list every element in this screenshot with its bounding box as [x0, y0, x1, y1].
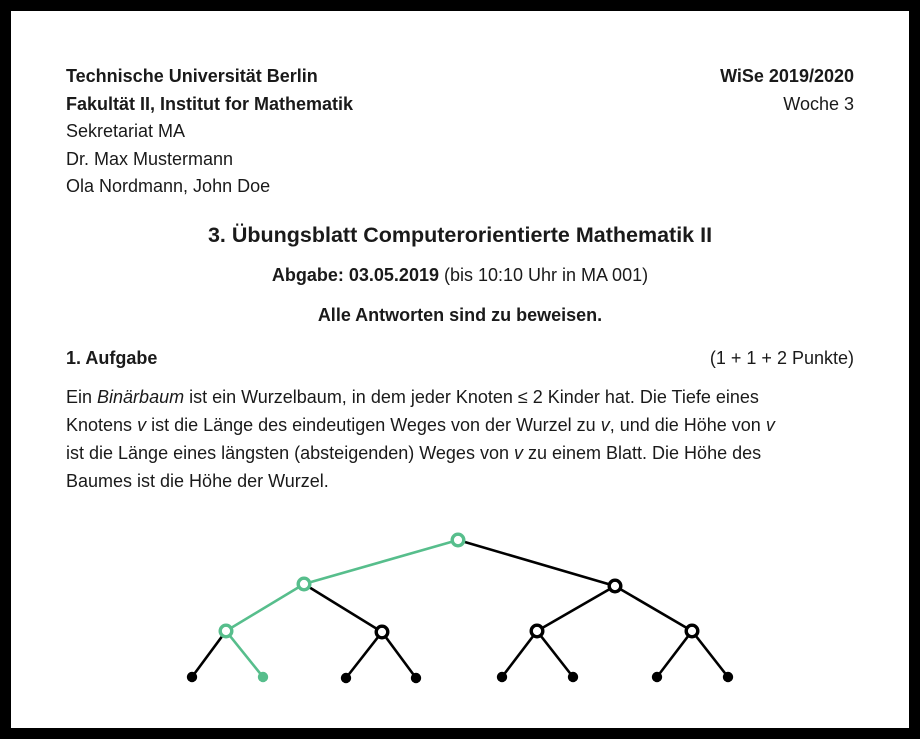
paragraph-text: Knotens — [66, 414, 138, 435]
deadline-date: Abgabe: 03.05.2019 — [271, 264, 439, 285]
tree-node-rl — [531, 626, 543, 638]
notice-line: Alle Antworten sind zu beweisen. — [317, 304, 603, 325]
document-content — [11, 11, 909, 693]
italic-term: v — [600, 414, 610, 435]
tree-edge-ll-leaf2 — [226, 631, 263, 677]
paragraph-text: ist die Länge eines längsten (absteigenden) Weges von — [66, 442, 514, 463]
tree-edge-r-rl — [537, 586, 615, 631]
tree-node-leaf5 — [497, 672, 507, 682]
header-line: Ola Nordmann, John Doe — [66, 176, 271, 196]
tree-node-r — [609, 581, 621, 593]
header-line: Sekretariat MA — [66, 121, 186, 141]
tree-node-leaf4 — [411, 673, 421, 683]
tree-edge-l-ll — [226, 584, 304, 631]
deadline-details: (bis 10:10 Uhr in MA 001) — [438, 264, 649, 285]
tree-edge-root-r — [458, 540, 615, 586]
tree-edge-root-l — [304, 540, 458, 584]
header-line: Fakultät II, Institut for Mathematik — [66, 93, 354, 114]
italic-term: Binärbaum — [97, 386, 185, 407]
tree-edge-rr-leaf7 — [657, 631, 692, 677]
italic-term: v — [513, 442, 523, 463]
tree-node-leaf3 — [341, 673, 351, 683]
sheet-title: 3. Übungsblatt Computerorientierte Mathematik II — [207, 222, 713, 247]
task-row — [66, 345, 854, 371]
document-header — [66, 63, 854, 201]
tree-edge-rl-leaf5 — [502, 631, 537, 677]
paragraph-text: zu einem Blatt. Die Höhe des — [522, 442, 762, 463]
tree-edge-l-lr — [304, 584, 382, 632]
tree-edge-lr-leaf4 — [382, 632, 416, 678]
tree-node-lr — [376, 627, 388, 639]
binary-tree-svg — [170, 521, 770, 693]
header-line: Technische Universität Berlin — [66, 66, 318, 86]
paragraph-text: ist ein Wurzelbaum, in dem jeder Knoten ≤ 2 Kinder hat. Die Tiefe eines — [184, 386, 759, 407]
tree-node-rr — [686, 626, 698, 638]
tree-node-leaf8 — [723, 672, 733, 682]
tree-node-leaf6 — [568, 672, 578, 682]
tree-edge-ll-leaf1 — [192, 631, 226, 677]
tree-edge-r-rr — [615, 586, 692, 631]
paragraph-text: ist die Länge des eindeutigen Weges von der Wurzel zu — [146, 414, 601, 435]
tree-node-ll — [220, 626, 232, 638]
header-right-block — [720, 63, 854, 118]
header-line: Dr. Max Mustermann — [66, 148, 234, 169]
italic-term: v — [137, 414, 147, 435]
tree-edge-rl-leaf6 — [537, 631, 573, 677]
task-label: 1. Aufgabe — [66, 347, 158, 368]
tree-node-leaf1 — [187, 672, 197, 682]
paragraph-text: Ein — [66, 386, 98, 407]
deadline-line — [66, 262, 854, 288]
header-line: WiSe 2019/2020 — [720, 66, 854, 86]
tree-node-l — [298, 579, 310, 591]
tree-node-leaf2 — [258, 672, 268, 682]
binary-tree-figure — [170, 521, 770, 693]
tree-node-leaf7 — [652, 672, 662, 682]
task-paragraph — [66, 383, 854, 496]
header-line: Woche 3 — [783, 93, 854, 114]
task-points: (1 + 1 + 2 Punkte) — [709, 347, 854, 368]
tree-edge-rr-leaf8 — [692, 631, 728, 677]
tree-edge-lr-leaf3 — [346, 632, 382, 678]
italic-term: v — [765, 414, 775, 435]
tree-node-root — [452, 535, 464, 547]
header-left-block — [66, 63, 353, 201]
paragraph-text: , und die Höhe von — [609, 414, 766, 435]
paragraph-text: Baumes ist die Höhe der Wurzel. — [66, 471, 329, 492]
